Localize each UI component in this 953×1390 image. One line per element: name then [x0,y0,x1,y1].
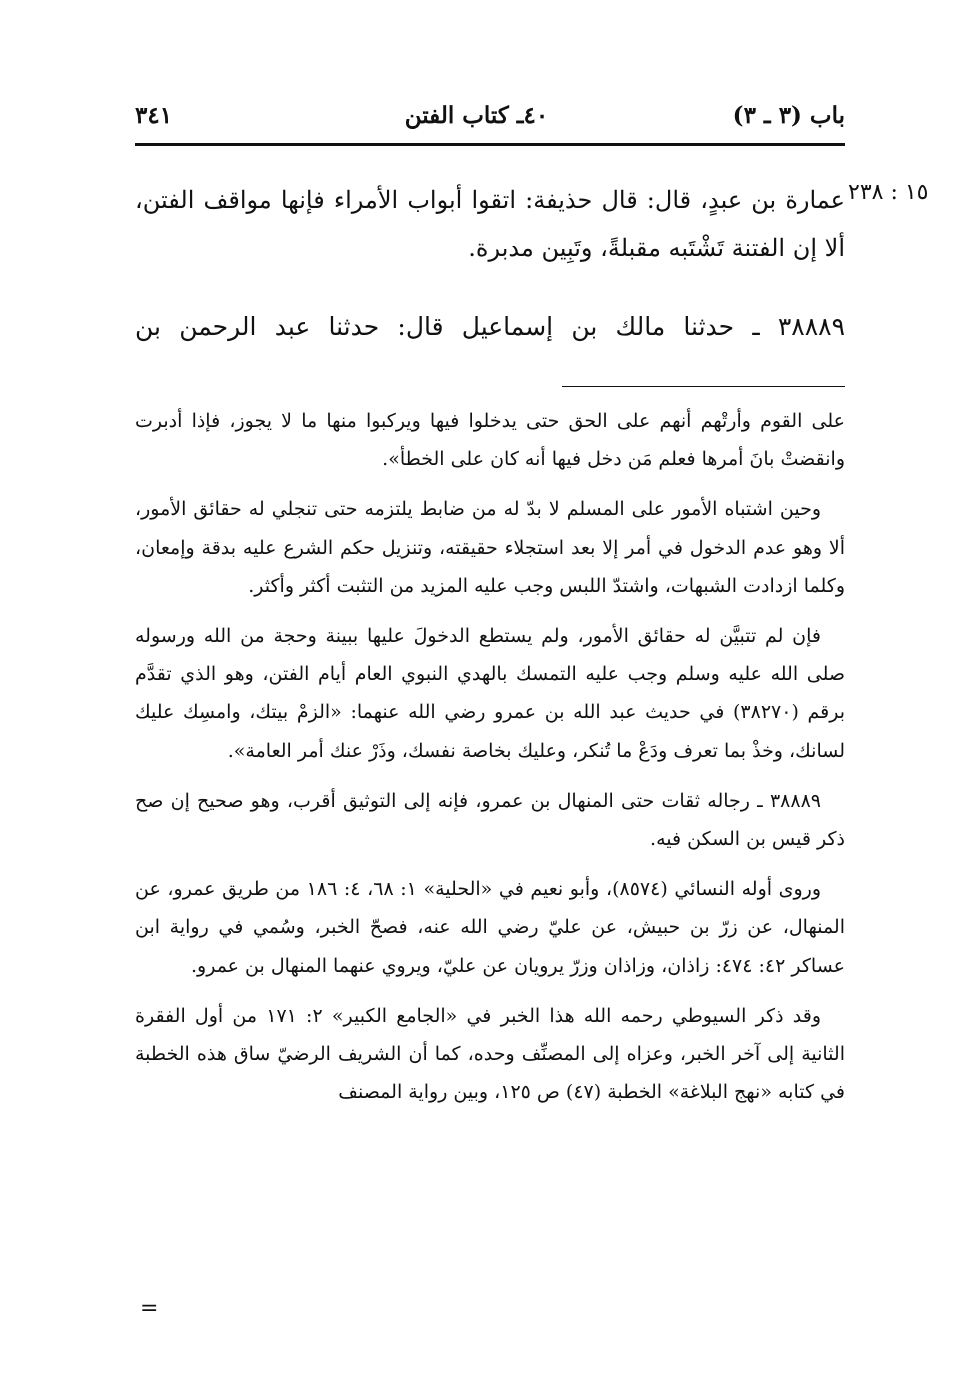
continuation-mark: = [140,1296,159,1321]
chapter-reference: باب (٣ ـ ٣) [732,102,845,129]
footnote-paragraph: وقد ذكر السيوطي رحمه الله هذا الخبر في «الجامع الكبير» ٢: ١٧١ من أول الفقرة الثانية إلى آخر الخبر، وعزاه إلى المصنِّف وحده، كما أن الشريف الرضيّ ساق هذه الخطبة في كتابه «نهج البلاغة» الخطبة (٤٧) ص ١٢٥، وبين رواية المصنف [135,1004,845,1104]
footnote-paragraph: فإن لم تتبيَّن له حقائق الأمور، ولم يستطع الدخولَ عليها ببينة وحجة من الله ورسوله صلى الله عليه وسلم وجب عليه التمسك بالهدي النبوي العام أيام الفتن، وهو الذي تقدَّم برقم (٣٨٢٧٠) في حديث عبد الله بن عمرو رضي الله عنهما: «الزمْ بيتك، وامسِك عليك لسانك، وخذْ بما تعرف ودَعْ ما تُنكر، وعليك بخاصة نفسك، وذَرْ عنك أمر العامة». [135,625,846,762]
footnote-paragraph: وروى أوله النسائي (٨٥٧٤)، وأبو نعيم في «الحلية» ١: ٦٨، ٤: ١٨٦ من طريق عمرو، عن المنهال، عن زرّ بن حبيش، عن عليّ رضي الله عنه، فصحّ الخبر، وسُمي في رواية ابن عساكر ٤٢: ٤٧٤: زاذان، وزاذان وزرّ يرويان عن عليّ، ويروي عنهما المنهال بن عمرو. [135,878,845,977]
footnote-paragraph: على القوم وأرتْهم أنهم على الحق حتى يدخلوا فيها ويركبوا منها ما لا يجوز، فإذا أدبرت وانقضتْ بانَ أمرها فعلم مَن دخل فيها أنه كان على الخطأ». [135,410,845,471]
footnote-paragraph: وحين اشتباه الأمور على المسلم لا بدّ له من ضابط يلتزمه حتى تنجلي له حقائق الأمور، ألا وهو عدم الدخول في أمر إلا بعد استجلاء حقيقته، وتنزيل حكم الشرع عليه بدقة وإمعان، وكلما ازدادت الشبهات، واشتدّ اللبس وجب عليه المزيد من التثبت أكثر وأكثر. [135,498,845,597]
footnote-separator [562,386,845,387]
main-text-line-2: ألا إن الفتنة تَشْتَبه مقبلةً، وتَبِين مدبرة. [468,234,845,262]
footnote-paragraph: ٣٨٨٨٩ ـ رجاله ثقات حتى المنهال بن عمرو، فإنه إلى التوثيق أقرب، وهو صحيح إن صح ذكر قيس بن السكن فيه. [135,789,845,851]
page-number: ٣٤١ [135,102,173,129]
book-title: ٤٠ـ كتاب الفتن [404,102,549,129]
main-text-line-1: عمارة بن عبدٍ، قال: قال حذيفة: اتقوا أبواب الأمراء فإنها مواقف الفتن، [135,186,845,214]
source-reference: ١٥ : ٢٣٨ [848,180,929,205]
hadith-line: ٣٨٨٨٩ ـ حدثنا مالك بن إسماعيل قال: حدثنا عبد الرحمن بن [135,312,845,341]
footnotes [135,402,845,1123]
header-rule [135,143,845,146]
